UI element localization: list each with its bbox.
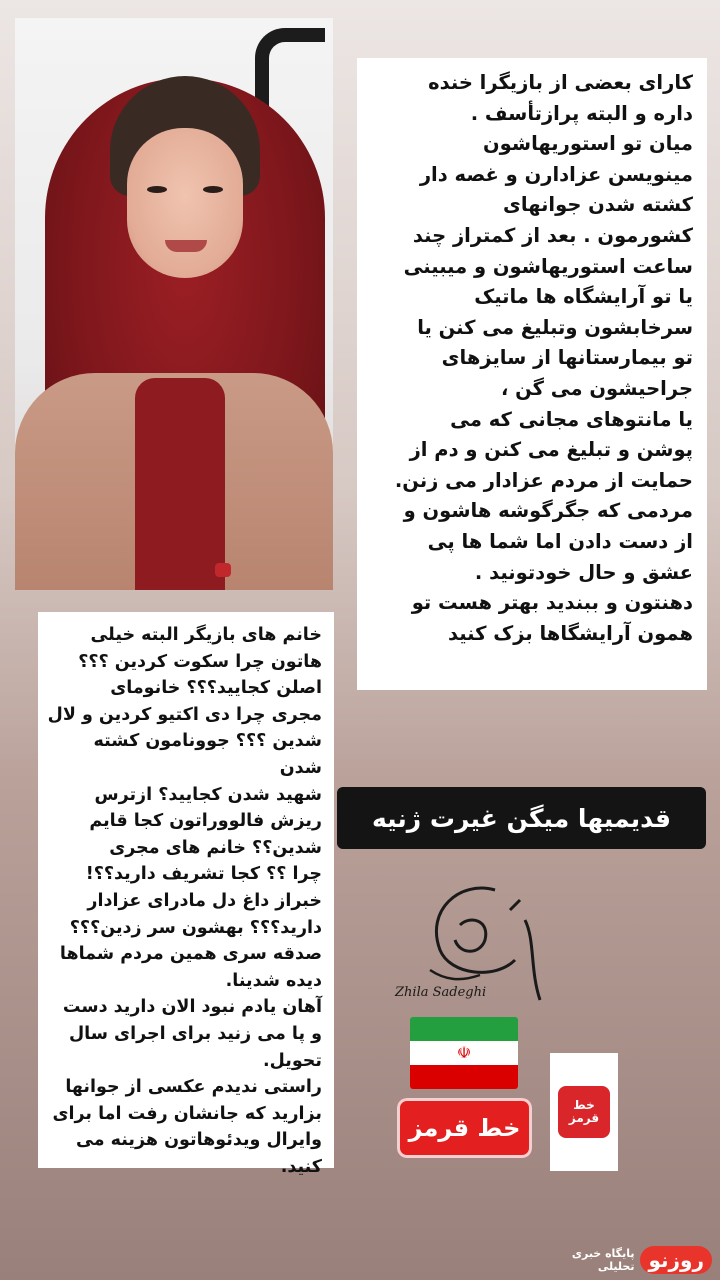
watermark-logo: روزنو: [640, 1246, 712, 1274]
secondary-text-box: خانم های بازیگر البته خیلی هاتون چرا سکوت کردین ؟؟؟ اصلن کجایید؟؟؟ خانومای مجری چرا دی اکتیو کردین و لال شدین ؟؟؟ جوونامون کشته شدن شهید شدن کجایید؟ ازترس ریزش فالووراتون کجا قایم شدین؟؟ خانم های مجری چرا ؟؟ کجا تشریف دارید؟؟! خبراز داغ دل مادرای عزادار دارید؟؟؟ بهشون سر زدین؟؟؟ صدقه سری همین مردم شماها دیده شدینا. آهان یادم نبود الان دارید دست و پا می زنید برای اجرای سال تحویل. راستی ندیدم عکسی از جوانها بزارید که جانشان رفت اما برای وایرال ویدئوهاتون هزینه می کنید.: [38, 612, 334, 1168]
red-line-logo-card: [550, 1053, 618, 1171]
main-text-box: کارای بعضی از بازیگرا خنده داره و البته پرازتأسف . میان تو استوریهاشون مینویسن عزادارن و غصه دار کشته شدن جوانهای کشورمون . بعد از کمتراز چند ساعت استوریهاشون و میبینی یا تو آرایشگاه ها ماتیک سرخابشون وتبلیغ می کنن یا تو بیمارستانها از سایزهای جراحیشون می گن ، یا مانتوهای مجانی که می پوشن و تبلیغ می کنن و دم از حمایت از مردم عزادار می زنن. مردمی که جگرگوشه هاشون و از دست دادن اما شما ها پی عشق و حال خودتونید . دهنتون و ببندید بهتر هست تو همون آرایشگاها بزک کنید: [357, 58, 707, 690]
slogan-banner: قدیمیها میگن غیرت ژنیه: [337, 787, 706, 849]
portrait-photo: [15, 18, 333, 590]
mouth: [165, 240, 207, 252]
watermark-caption: پایگاه خبری تحلیلی: [571, 1247, 635, 1273]
brooch: [215, 563, 231, 577]
iran-emblem-icon: ☫: [456, 1042, 472, 1062]
scarf-drape: [135, 378, 225, 590]
left-eye: [147, 186, 167, 193]
right-eye: [203, 186, 223, 193]
face: [127, 128, 243, 278]
red-line-badge: خط قرمز: [397, 1098, 532, 1158]
watermark: [540, 1244, 712, 1276]
red-line-logo: خط قرمز: [558, 1086, 610, 1138]
iran-flag-icon: [410, 1017, 518, 1089]
signature-name: Zhila Sadeghi: [395, 985, 487, 1000]
